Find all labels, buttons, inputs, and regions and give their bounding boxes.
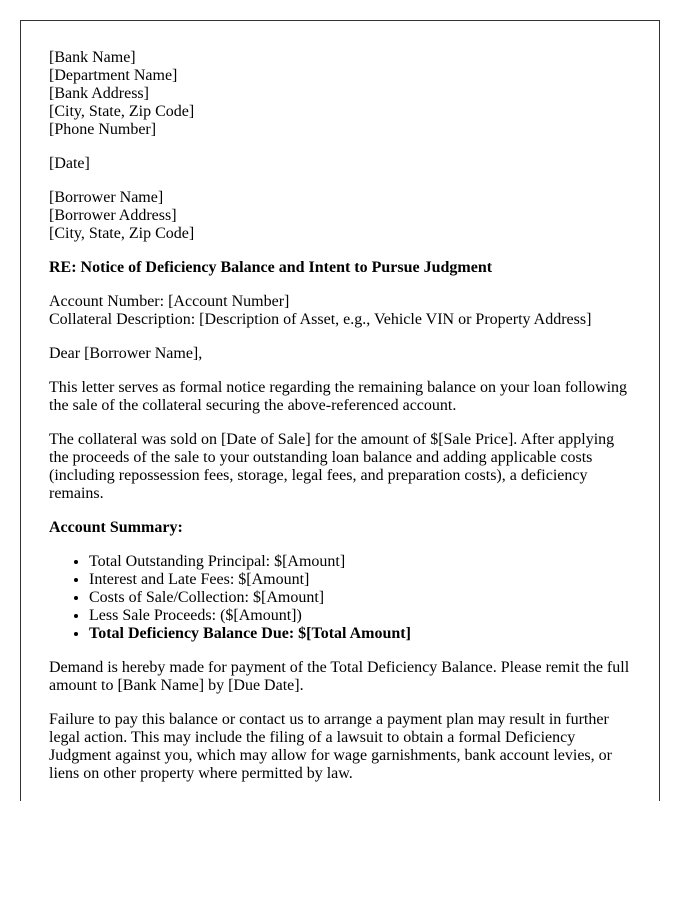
failure-paragraph: Failure to pay this balance or contact us to arrange a payment plan may result in further legal action. This may include the filing of a lawsuit to obtain a formal Deficiency Judgment against you, which may allow for wage garnishments, bank account levies, or liens on other property where permitted by law. — [49, 711, 612, 782]
sale-paragraph: The collateral was sold on [Date of Sale] for the amount of $[Sale Price]. After applying the proceeds of the sale to your outstanding loan balance and adding applicable costs (including repossession fees, storage, legal fees, and preparation costs), a deficiency remains. — [49, 431, 615, 502]
demand-paragraph: Demand is hereby made for payment of the Total Deficiency Balance. Please remit the full amount to [Bank Name] by [Due Date]. — [49, 659, 630, 694]
summary-item-total-deficiency: • Total Deficiency Balance Due: $[Total Amount] — [89, 625, 635, 643]
letter-date: [Date] — [49, 155, 90, 172]
summary-item-sale-proceeds: • Less Sale Proceeds: ($[Amount]) — [89, 607, 635, 625]
salutation: Dear [Borrower Name], — [49, 345, 203, 362]
account-number-line: Account Number: [Account Number] — [49, 293, 290, 310]
letter-content — [49, 49, 635, 799]
collateral-description-line: Collateral Description: [Description of Asset, e.g., Vehicle VIN or Property Address] — [49, 311, 592, 328]
summary-item-costs: • Costs of Sale/Collection: $[Amount] — [89, 589, 635, 607]
subject-line: RE: Notice of Deficiency Balance and Intent to Pursue Judgment — [49, 259, 493, 276]
sender-address-block — [49, 49, 635, 139]
recipient-borrower-name: [Borrower Name] — [49, 189, 164, 206]
sender-bank-name: [Bank Name] — [49, 49, 136, 66]
recipient-city-state-zip: [City, State, Zip Code] — [49, 225, 195, 242]
account-summary-list — [49, 553, 635, 643]
recipient-borrower-address: [Borrower Address] — [49, 207, 177, 224]
sender-department-name: [Department Name] — [49, 67, 178, 84]
intro-paragraph: This letter serves as formal notice regarding the remaining balance on your loan following the sale of the collateral securing the above-referenced account. — [49, 379, 628, 414]
summary-item-principal: • Total Outstanding Principal: $[Amount] — [89, 553, 635, 571]
sender-bank-address: [Bank Address] — [49, 85, 149, 102]
sender-phone-number: [Phone Number] — [49, 121, 157, 138]
recipient-address-block — [49, 189, 635, 243]
summary-item-interest-fees: • Interest and Late Fees: $[Amount] — [89, 571, 635, 589]
letter-page — [20, 20, 660, 801]
sender-city-state-zip: [City, State, Zip Code] — [49, 103, 195, 120]
account-details — [49, 293, 635, 329]
account-summary-heading: Account Summary: — [49, 519, 183, 536]
